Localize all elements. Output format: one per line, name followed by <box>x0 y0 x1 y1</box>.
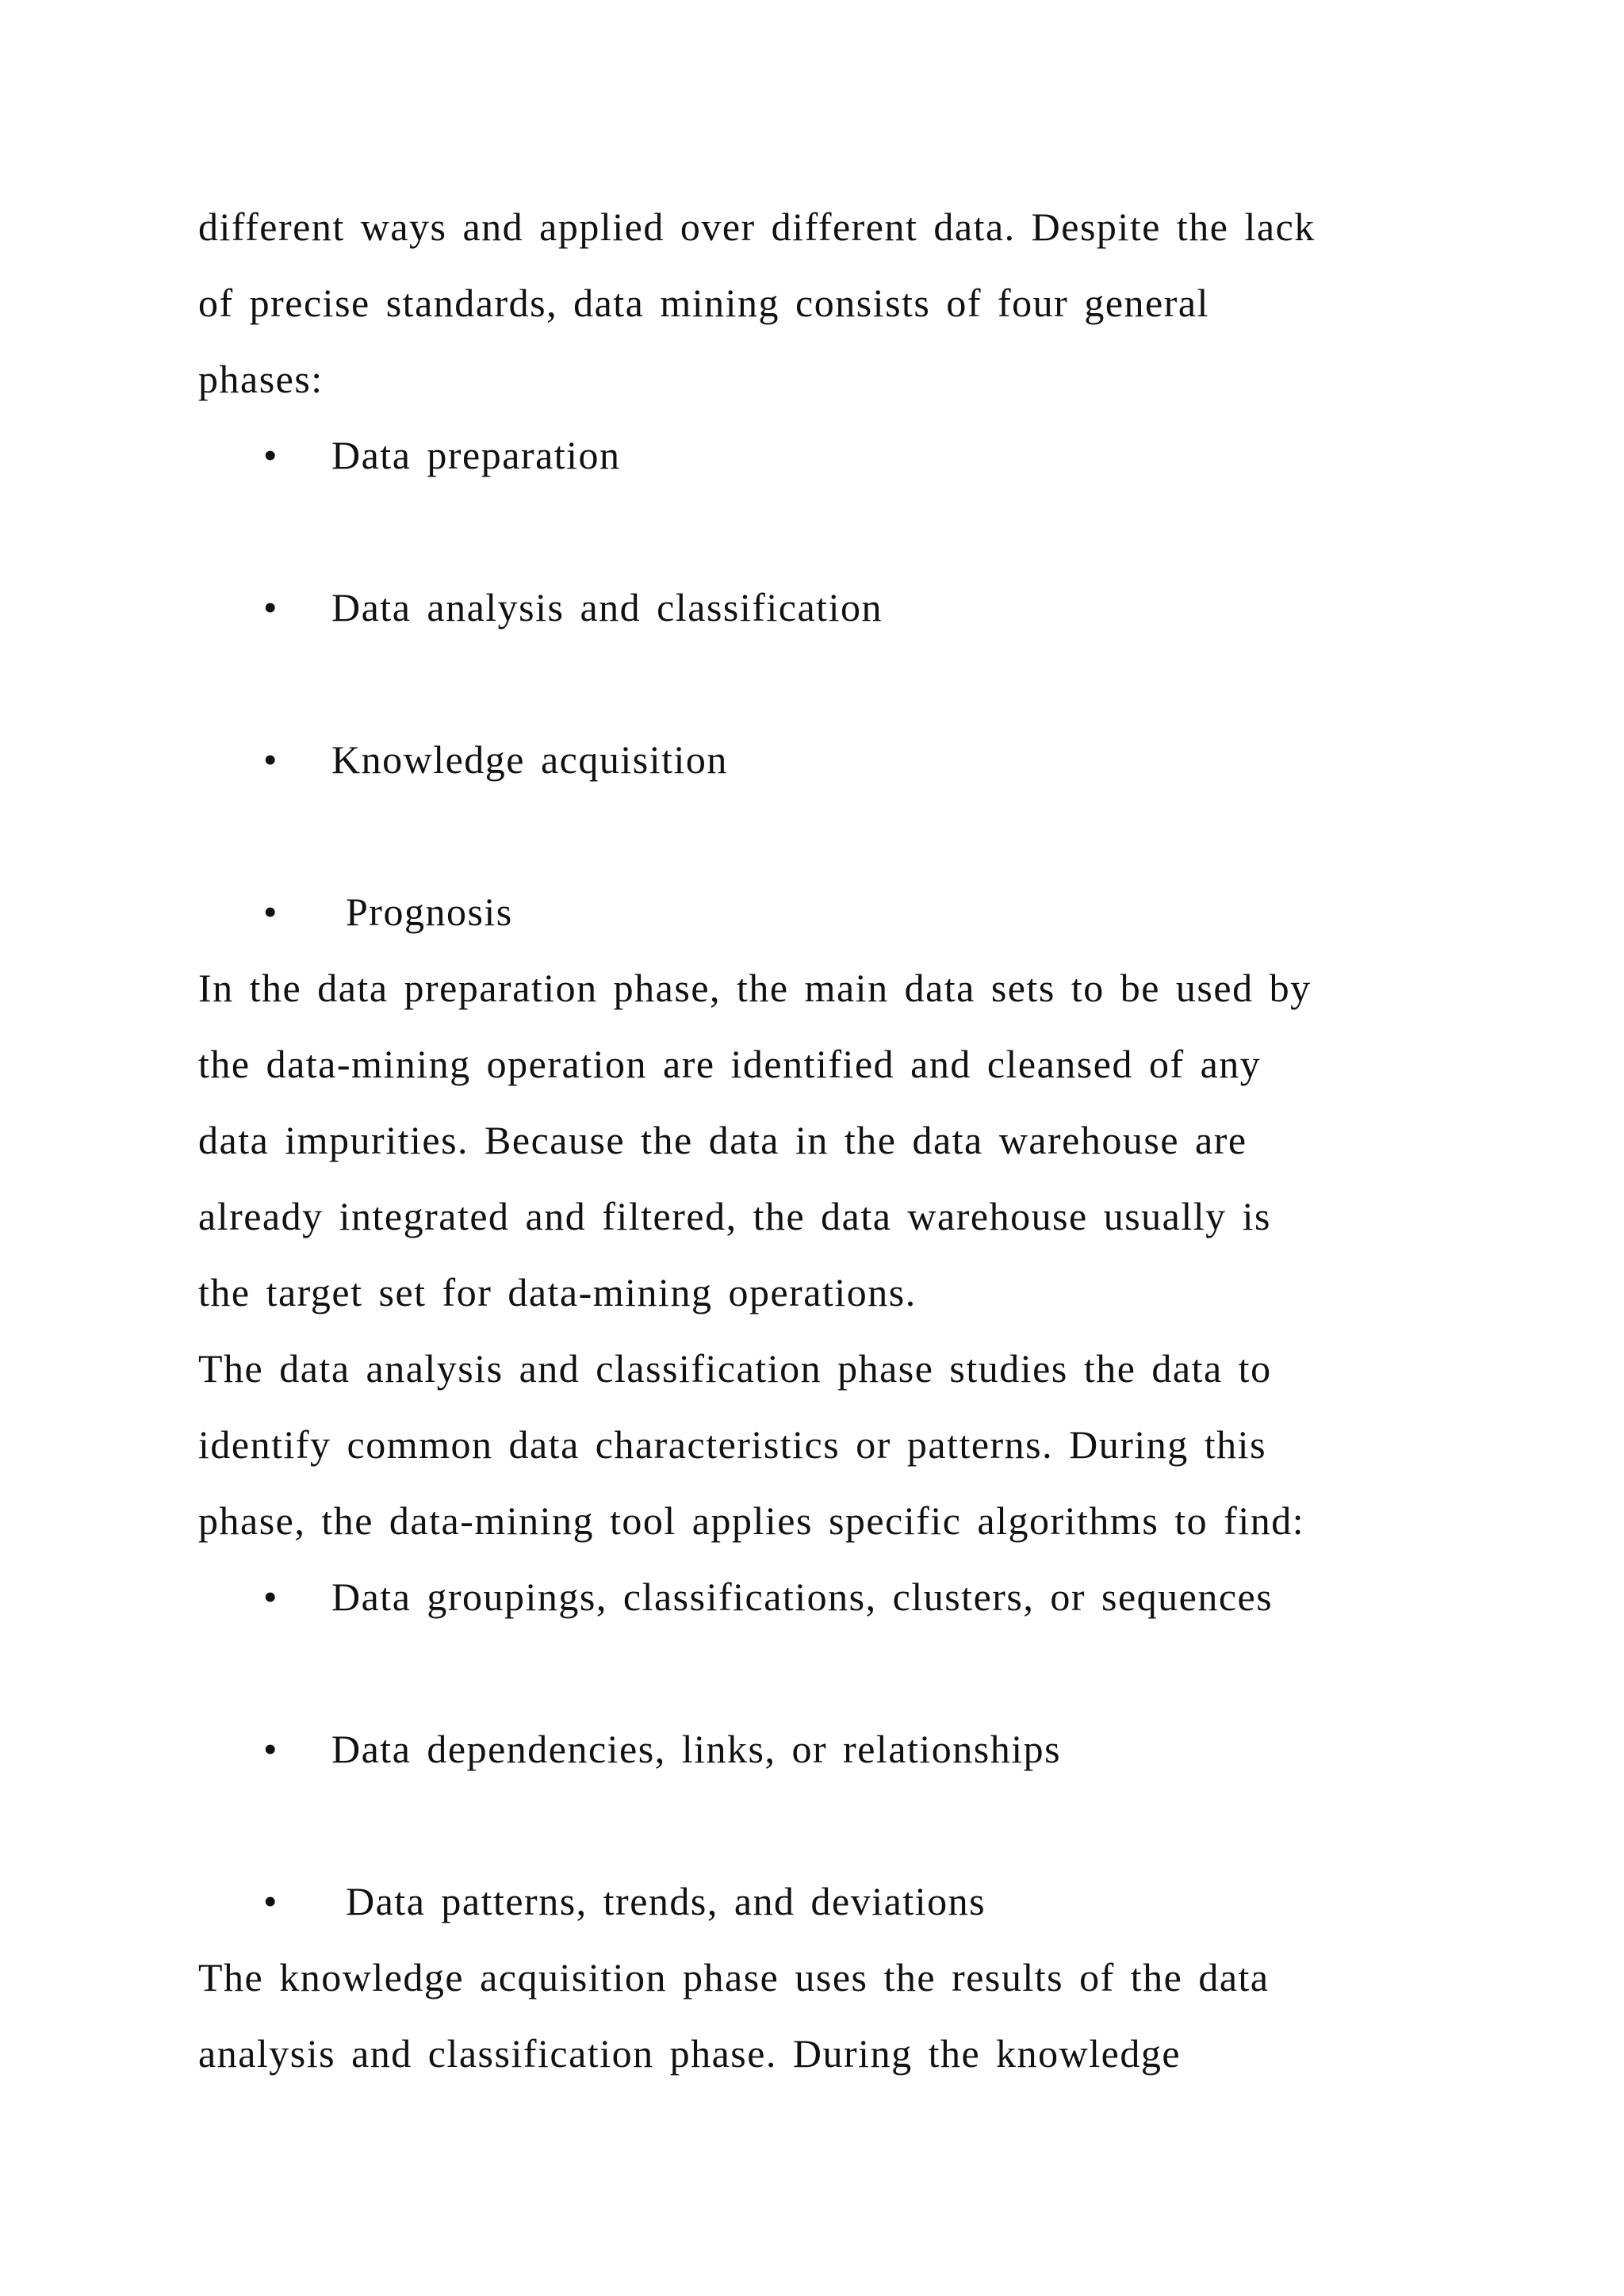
text-line: different ways and applied over different data. Despite the lack <box>198 205 1316 249</box>
list-item-text: Data dependencies, links, or relationships <box>331 1727 1062 1771</box>
paragraph-preparation <box>198 950 1435 1330</box>
bullet-icon: • <box>263 585 279 629</box>
text-line: identify common data characteristics or patterns. During this <box>198 1422 1267 1467</box>
list-item-text: Prognosis <box>346 890 513 934</box>
text-line: The knowledge acquisition phase uses the results of the data <box>198 1955 1270 1999</box>
bullet-icon: • <box>263 737 279 782</box>
list-item <box>198 417 1435 493</box>
spacer <box>198 1787 1435 1863</box>
text-line: already integrated and filtered, the data warehouse usually is <box>198 1194 1272 1238</box>
spacer <box>198 798 1435 874</box>
list-item-text: Knowledge acquisition <box>331 737 728 782</box>
list-item <box>198 1559 1435 1635</box>
text-line: the target set for data-mining operations. <box>198 1270 917 1314</box>
text-line: analysis and classification phase. During the knowledge <box>198 2031 1182 2076</box>
text-line: In the data preparation phase, the main data sets to be used by <box>198 966 1312 1010</box>
document-body <box>198 189 1435 2091</box>
text-line: The data analysis and classification phase studies the data to <box>198 1346 1272 1391</box>
text-line: the data-mining operation are identified and cleansed of any <box>198 1042 1262 1086</box>
list-item <box>198 874 1435 950</box>
list-item <box>198 569 1435 645</box>
bullet-icon: • <box>263 1727 279 1771</box>
text-line: phase, the data-mining tool applies specific algorithms to find: <box>198 1498 1305 1543</box>
list-item <box>198 1711 1435 1787</box>
text-line: phases: <box>198 357 324 401</box>
bullet-icon: • <box>263 1879 279 1923</box>
text-line: of precise standards, data mining consists of four general <box>198 281 1209 325</box>
bullet-icon: • <box>263 433 279 477</box>
paragraph-knowledge <box>198 1939 1435 2091</box>
list-item-text: Data analysis and classification <box>331 585 883 629</box>
paragraph-analysis <box>198 1330 1435 1559</box>
list-item-text: Data preparation <box>331 433 621 477</box>
list-item <box>198 1863 1435 1939</box>
text-line: data impurities. Because the data in the data warehouse are <box>198 1118 1247 1162</box>
bullet-icon: • <box>263 1575 279 1619</box>
paragraph-intro <box>198 189 1435 417</box>
spacer <box>198 1635 1435 1711</box>
list-item-text: Data groupings, classifications, clusters, or sequences <box>331 1575 1274 1619</box>
list-item-text: Data patterns, trends, and deviations <box>346 1879 986 1923</box>
spacer <box>198 493 1435 569</box>
phases-list <box>198 417 1435 950</box>
findings-list <box>198 1559 1435 1939</box>
list-item <box>198 721 1435 798</box>
bullet-icon: • <box>263 890 279 934</box>
spacer <box>198 645 1435 721</box>
